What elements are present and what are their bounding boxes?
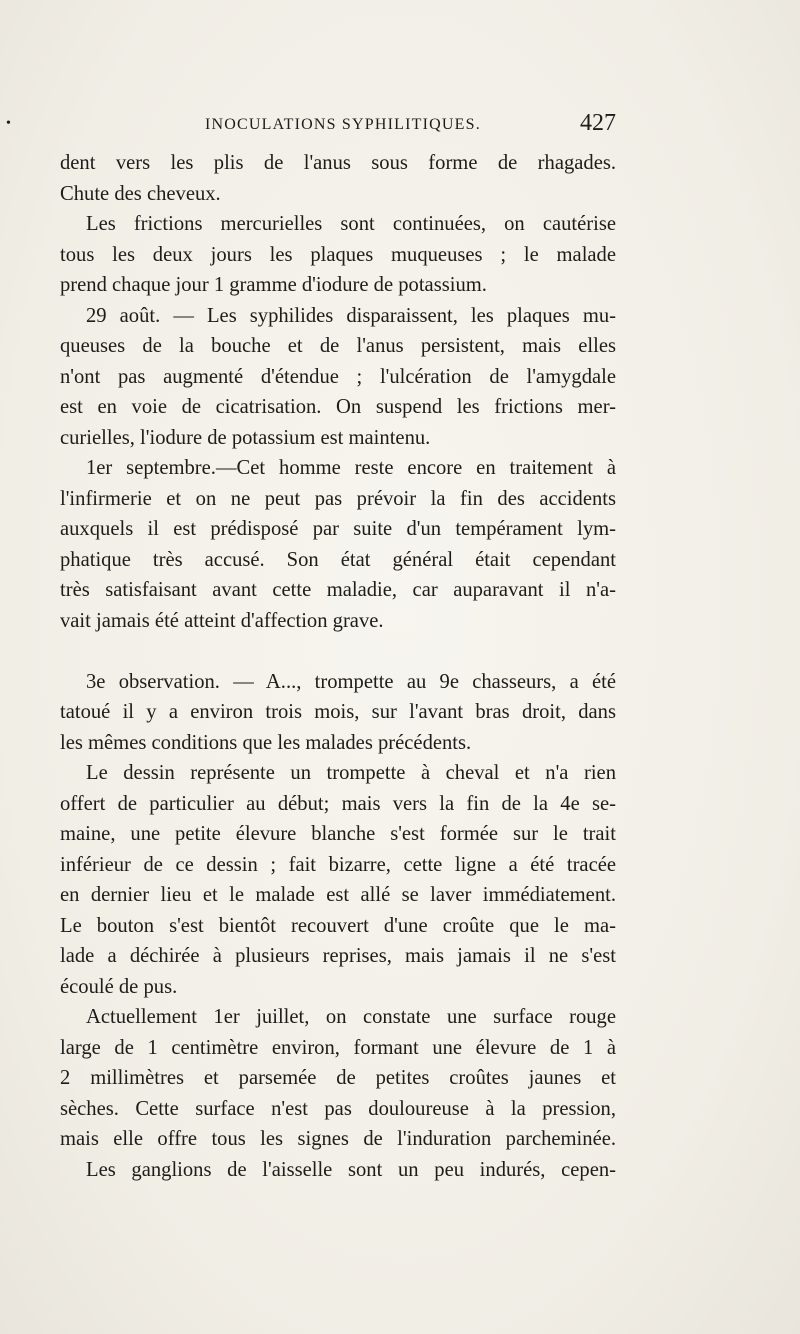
text-line: inférieur de ce dessin ; fait bizarre, cette ligne a été tracée <box>60 853 616 876</box>
text-line: n'ont pas augmenté d'étendue ; l'ulcération de l'amygdale <box>60 365 616 388</box>
text-line: 2 millimètres et parsemée de petites croûtes jaunes et <box>60 1067 616 1089</box>
text-line: Chute des cheveux. <box>60 182 221 205</box>
text-line: queuses de la bouche et de l'anus persistent, mais elles <box>60 335 616 357</box>
text-line: sèches. Cette surface n'est pas douloureuse à la pression, <box>60 1097 616 1120</box>
text-line: 1er septembre.—Cet homme reste encore en traitement à <box>86 457 616 479</box>
text-line: tatoué il y a environ trois mois, sur l'avant bras droit, dans <box>60 701 616 723</box>
text-line: Le dessin représente un trompette à cheval et n'a rien <box>86 762 616 784</box>
text-line: large de 1 centimètre environ, formant une élevure de 1 à <box>60 1036 616 1059</box>
paragraph-gap <box>60 636 616 667</box>
text-line: est en voie de cicatrisation. On suspend les frictions mer- <box>60 396 616 418</box>
text-line: vait jamais été atteint d'affection grave. <box>60 609 384 632</box>
text-line: prend chaque jour 1 gramme d'iodure de potassium. <box>60 274 487 296</box>
text-line: l'infirmerie et on ne peut pas prévoir la fin des accidents <box>60 487 616 510</box>
text-line: maine, une petite élevure blanche s'est formée sur le trait <box>60 823 616 845</box>
text-line: 3e observation. — A..., trompette au 9e chasseurs, a été <box>86 670 616 693</box>
text-line: Le bouton s'est bientôt recouvert d'une croûte que le ma- <box>60 914 616 937</box>
text-line: Actuellement 1er juillet, on constate une surface rouge <box>86 1006 616 1028</box>
text-line: écoulé de pus. <box>60 975 178 998</box>
text-line: 29 août. — Les syphilides disparaissent, les plaques mu- <box>86 304 616 327</box>
margin-mark: • <box>6 116 11 131</box>
text-line: les mêmes conditions que les malades précédents. <box>60 731 472 754</box>
text-line: en dernier lieu et le malade est allé se laver immédiatement. <box>60 884 616 906</box>
body-text <box>60 148 616 1185</box>
running-title: INOCULATIONS SYPHILITIQUES. <box>205 116 481 133</box>
page-header <box>60 112 616 146</box>
text-line: Les ganglions de l'aisselle sont un peu indurés, cepen- <box>86 1158 616 1181</box>
text-line: Les frictions mercurielles sont continuées, on cautérise <box>86 213 616 235</box>
text-line: mais elle offre tous les signes de l'induration parcheminée. <box>60 1128 616 1150</box>
text-line: dent vers les plis de l'anus sous forme de rhagades. <box>60 152 616 174</box>
text-line: auxquels il est prédisposé par suite d'un tempérament lym- <box>60 518 616 540</box>
text-line: phatique très accusé. Son état général était cependant <box>60 548 616 571</box>
text-line: lade a déchirée à plusieurs reprises, mais jamais il ne s'est <box>60 945 616 967</box>
page-number: 427 <box>580 110 616 136</box>
text-line: curielles, l'iodure de potassium est maintenu. <box>60 426 431 449</box>
text-line: très satisfaisant avant cette maladie, car auparavant il n'a- <box>60 579 616 601</box>
text-line: offert de particulier au début; mais vers la fin de la 4e se- <box>60 792 616 815</box>
text-line: tous les deux jours les plaques muqueuses ; le malade <box>60 243 616 266</box>
